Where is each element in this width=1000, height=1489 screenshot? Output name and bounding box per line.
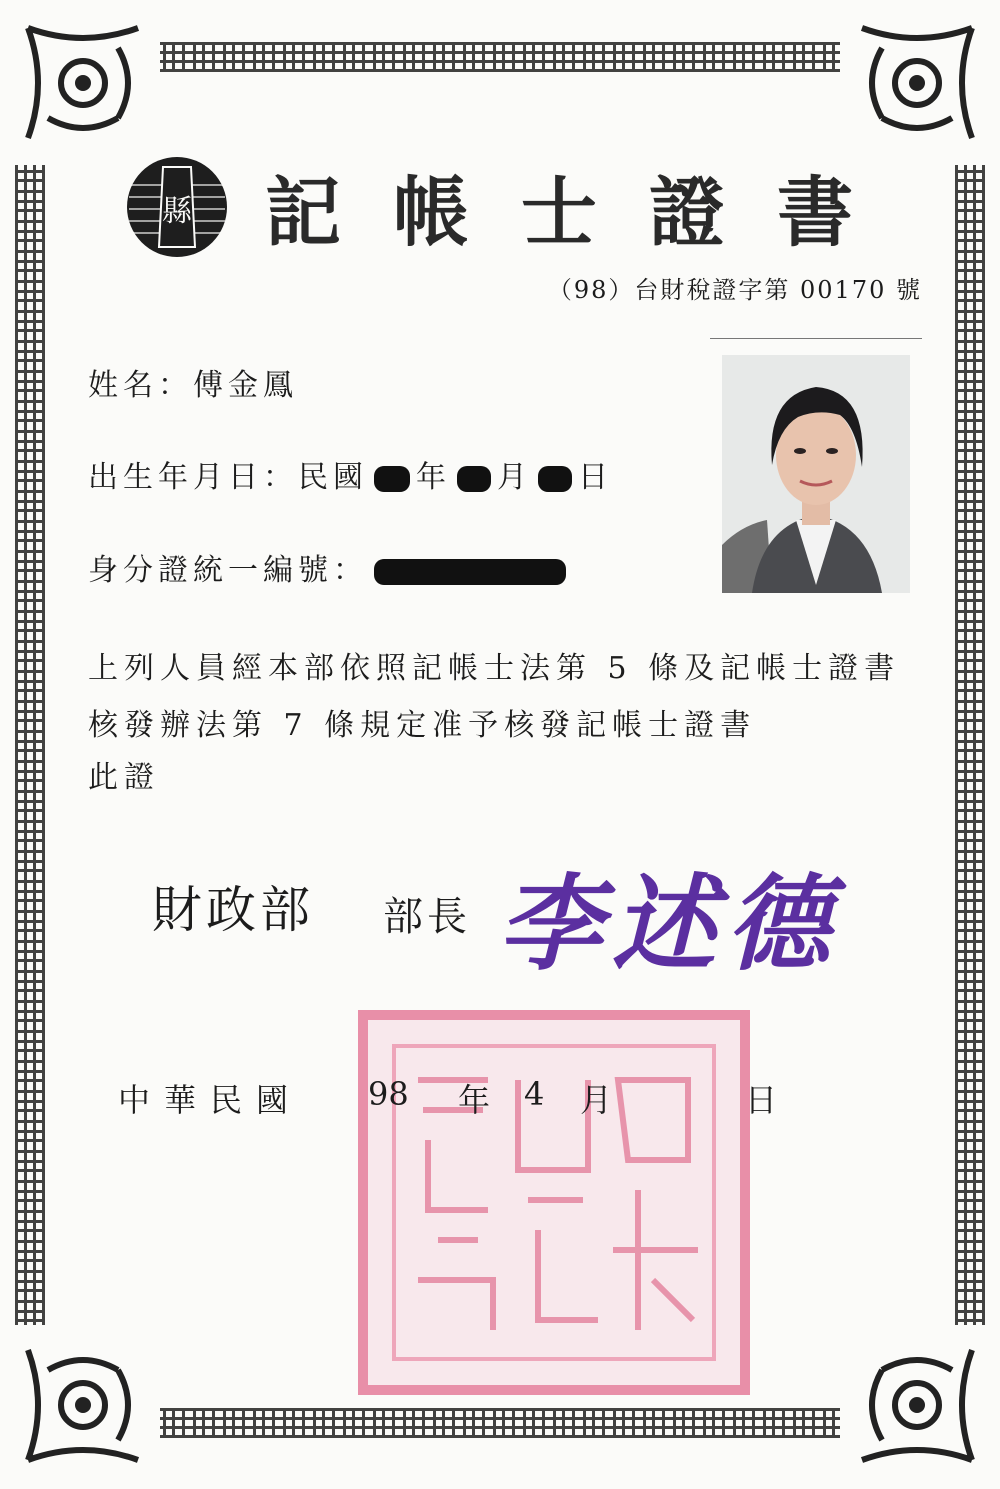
right-border xyxy=(955,165,985,1325)
official-seal xyxy=(358,1010,750,1395)
issue-date-month-label: 月 xyxy=(580,1081,613,1119)
redacted-birth-day xyxy=(538,466,572,492)
emblem-icon xyxy=(125,155,229,259)
issue-date-day-label: 日 xyxy=(745,1081,778,1119)
name-value: 傅金鳳 xyxy=(193,368,298,403)
top-border xyxy=(160,42,840,72)
corner-ornament-bottom-right xyxy=(842,1330,992,1480)
issue-date-month: 4 xyxy=(524,1075,545,1113)
certificate-number: （98）台財稅證字第 00170 號 xyxy=(547,276,922,304)
id-number-row xyxy=(88,545,572,589)
birthdate-row xyxy=(88,452,613,496)
corner-ornament-bottom-left xyxy=(8,1330,158,1480)
minister-title: 部長 xyxy=(383,894,471,940)
corner-ornament-top-left xyxy=(8,8,158,158)
redacted-birth-year xyxy=(374,466,410,492)
photo-divider-line xyxy=(710,338,922,339)
ministry-name: 財政部 xyxy=(152,881,314,939)
bottom-border xyxy=(160,1408,840,1438)
birth-era: 民國 xyxy=(298,460,368,495)
birth-year-label: 年 xyxy=(416,460,451,495)
birth-month-label: 月 xyxy=(497,460,532,495)
certificate-title: 記帳士證書 xyxy=(265,168,905,257)
issue-date-era: 中華民國 xyxy=(118,1081,303,1119)
left-border xyxy=(15,165,45,1325)
minister-signature: 李述德 xyxy=(498,862,841,985)
emblem-glyph: 縣 xyxy=(162,194,192,229)
name-row xyxy=(88,360,298,404)
redacted-birth-month xyxy=(457,466,491,492)
body-line-2: 核發辦法第 7 條規定准予核發記帳士證書 xyxy=(88,708,757,743)
body-line-1: 上列人員經本部依照記帳士法第 5 條及記帳士證書 xyxy=(88,651,901,686)
birth-day-label: 日 xyxy=(578,460,613,495)
redacted-id-number xyxy=(374,559,566,585)
id-number-label: 身分證統一編號： xyxy=(88,553,368,588)
name-label: 姓名： xyxy=(88,368,193,403)
body-line-3: 此證 xyxy=(88,760,160,795)
issue-date-year-label: 年 xyxy=(458,1081,491,1119)
issue-date-year: 98 xyxy=(368,1075,409,1113)
holder-photo xyxy=(722,355,910,593)
birthdate-label: 出生年月日： xyxy=(88,460,298,495)
corner-ornament-top-right xyxy=(842,8,992,158)
